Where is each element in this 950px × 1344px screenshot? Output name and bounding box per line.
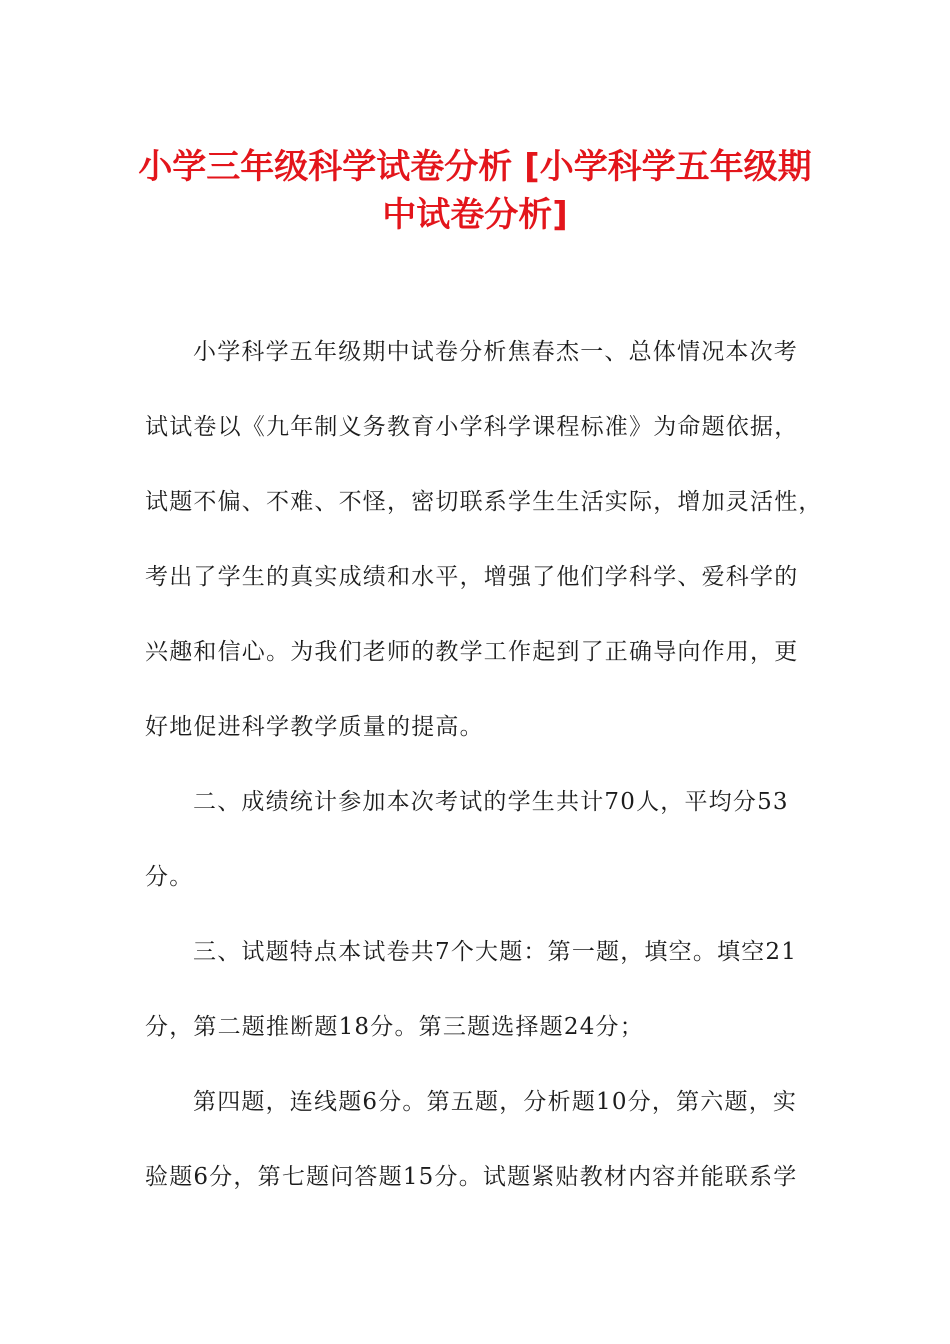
text-line: 试试卷以《九年制义务教育小学科学课程标准》为命题依据， [145, 414, 799, 440]
document-body [145, 321, 823, 1221]
text-line: 分，第二题推断题18分。第三题选择题24分； [145, 1014, 644, 1040]
text-line: 好地促进科学教学质量的提高。 [145, 714, 484, 740]
title-line-1: 小学三年级科学试卷分析 [小学科学五年级期 [138, 147, 812, 187]
title-line-2: 中试卷分析] [382, 195, 568, 235]
paragraph-score-statistics [145, 771, 810, 921]
text-line: 小学科学五年级期中试卷分析焦春杰一、总体情况本次考 [193, 339, 798, 365]
text-line: 二、成绩统计参加本次考试的学生共计70人，平均分53 [193, 789, 789, 815]
document-title [110, 143, 840, 239]
text-line: 验题6分，第七题问答题15分。试题紧贴教材内容并能联系学 [145, 1164, 798, 1190]
text-line: 考出了学生的真实成绩和水平，增强了他们学科学、爱科学的 [145, 564, 799, 590]
text-line: 第四题，连线题6分。第五题，分析题10分，第六题，实 [193, 1089, 798, 1115]
text-line: 兴趣和信心。为我们老师的教学工作起到了正确导向作用，更 [145, 639, 799, 665]
paragraph-question-features [145, 921, 810, 1071]
text-line: 三、试题特点本试卷共7个大题：第一题，填空。填空21 [193, 939, 798, 965]
paragraph-overview [145, 321, 823, 771]
paragraph-question-list [145, 1071, 810, 1221]
text-line: 试题不偏、不难、不怪，密切联系学生生活实际，增加灵活性， [145, 489, 823, 515]
text-line: 分。 [145, 864, 194, 890]
